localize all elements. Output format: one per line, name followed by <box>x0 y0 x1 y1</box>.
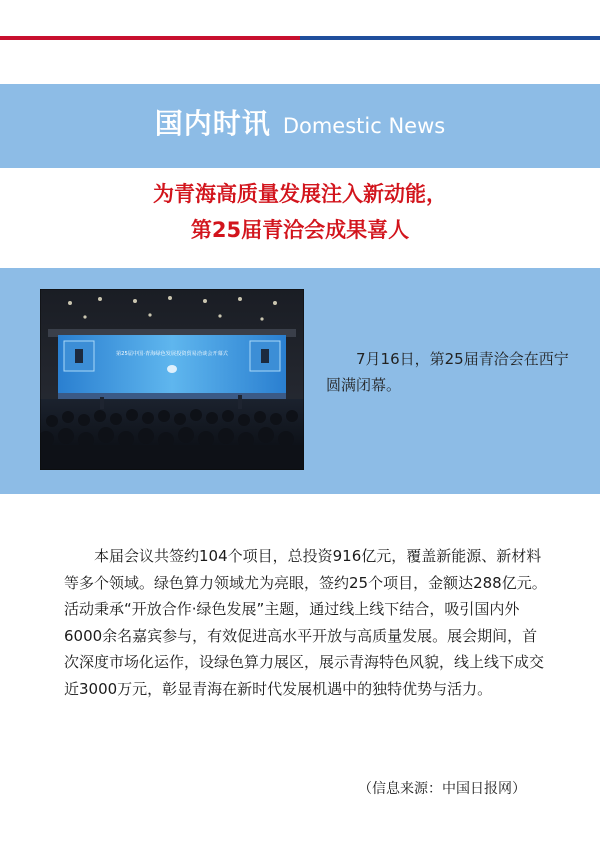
section-title-zh: 国内时讯 <box>154 107 271 140</box>
section-title <box>0 102 600 142</box>
news-photo <box>40 289 304 470</box>
top-rule <box>0 36 600 40</box>
section-title-en: Domestic News <box>282 114 446 138</box>
article-paragraph: 本届会议共签约104个项目，总投资916亿元，覆盖新能源、新材料等多个领域。绿色算力领域尤为亮眼，签约25个项目，金额达288亿元。活动秉承“开放合作·绿色发展”主题，通过线上线下结合，吸引国内外6000余名嘉宾参与，有效促进高水平开放与高质量发展。展会期间，首次深度市场化运作，设绿色算力展区，展示青海特色风貌，线上线下成交近3000万元，彰显青海在新时代发展机遇中的独特优势与活力。 <box>64 547 547 698</box>
source-note: （信息来源：中国日报网） <box>358 781 526 797</box>
top-rule-blue <box>300 36 600 40</box>
top-rule-red <box>0 36 300 40</box>
screen-text: 第25届中国·青海绿色发展投资贸易洽谈会开幕式 <box>115 351 229 357</box>
headline-line-1: 为青海高质量发展注入新动能， <box>153 182 447 206</box>
photo-caption: 7月16日，第25届青洽会在西宁圆满闭幕。 <box>326 350 569 394</box>
headline-line-2: 第25届青洽会成果喜人 <box>190 218 410 242</box>
headline <box>0 176 600 248</box>
article-body <box>64 543 548 702</box>
